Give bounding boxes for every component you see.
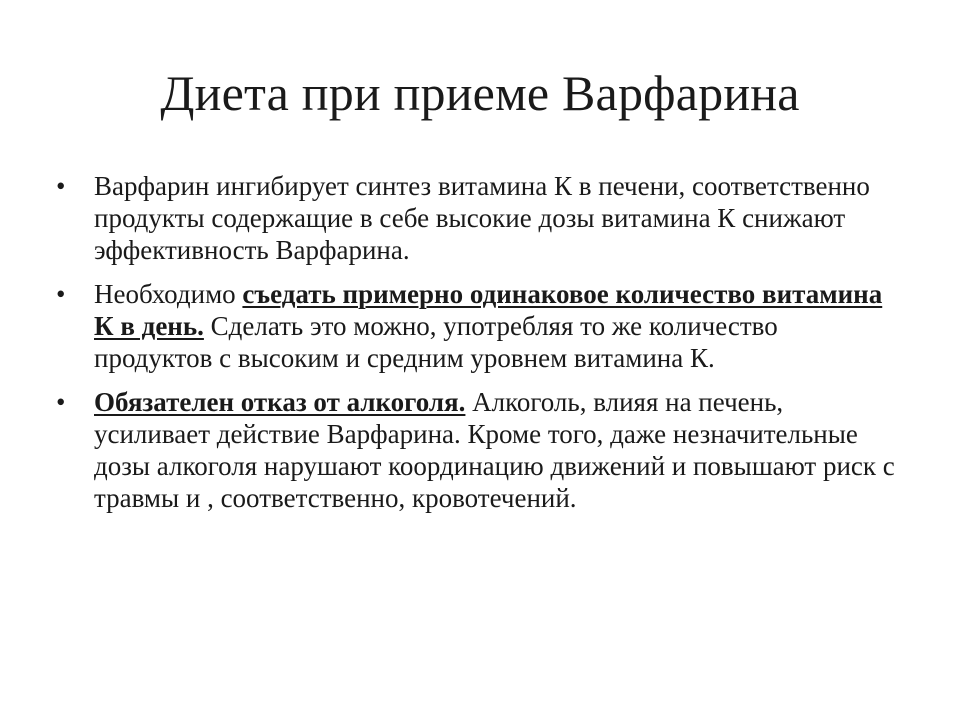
bullet-item-warfarin-vitamin-k: [56, 170, 896, 266]
bullet-dot-icon: •: [56, 279, 66, 309]
bullet-text: [94, 386, 896, 514]
bullet-dot-icon: •: [56, 171, 66, 201]
bullet-dot-icon: •: [56, 387, 66, 417]
bullet-emphasis-text: съедать примерно одинаковое количество витамина К в день.: [94, 279, 883, 341]
bullet-text: [94, 278, 896, 374]
bullet-text: [94, 170, 896, 266]
slide-title: Диета при приеме Варфарина: [160, 65, 800, 121]
bullet-list: [56, 170, 896, 526]
bullet-body-text: Сделать это можно, употребляя то же количество продуктов с высоким и средним уровнем витамина К.: [94, 311, 778, 373]
bullet-emphasis-text: Обязателен отказ от алкоголя.: [94, 387, 466, 417]
bullet-item-constant-intake: [56, 278, 896, 374]
bullet-body-text: Варфарин ингибирует синтез витамина К в печени, соответственно продукты содержащие в себе высокие дозы витамина К снижают эффективность Варфарина.: [94, 171, 870, 265]
bullet-item-no-alcohol: [56, 386, 896, 514]
bullet-lead-text: Необходимо: [94, 279, 243, 309]
bullet-body-text: Алкоголь, влияя на печень, усиливает действие Варфарина. Кроме того, даже незначительные дозы алкоголя нарушают координацию движений и повышают риск с травмы и , соответственно, кровотечений.: [94, 387, 895, 513]
